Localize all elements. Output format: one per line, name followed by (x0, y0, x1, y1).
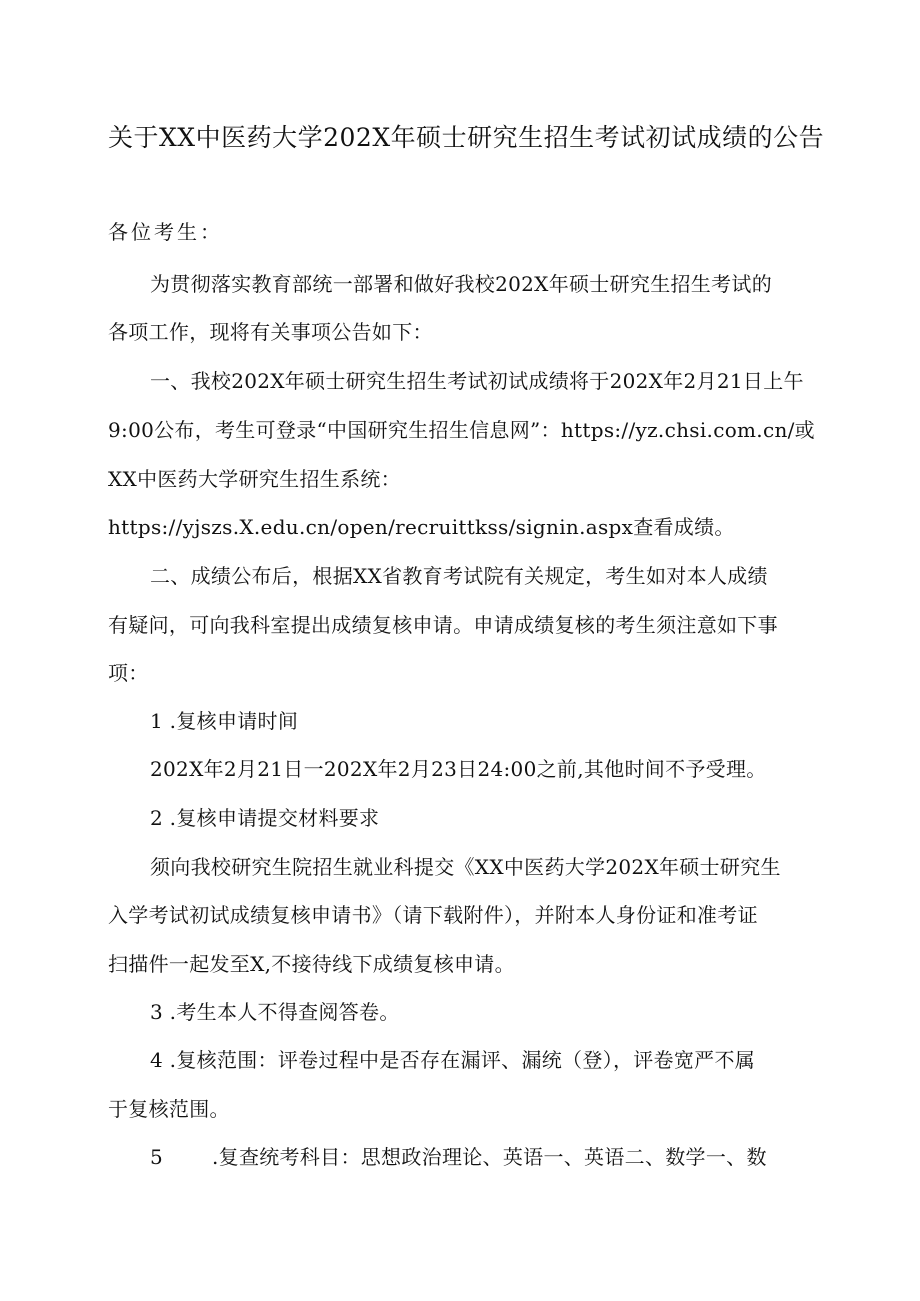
paragraph-line: 须向我校研究生院招生就业科提交《XX中医药大学202X年硕士研究生 (150, 855, 781, 879)
salutation: 各位考生： (108, 220, 223, 244)
paragraph-line: 为贯彻落实教育部统一部署和做好我校202X年硕士研究生招生考试的 (150, 272, 773, 296)
paragraph-line: 有疑问，可向我科室提出成绩复核申请。申请成绩复核的考生须注意如下事 (108, 613, 778, 637)
list-item-heading: .复查统考科目：思想政治理论、英语一、英语二、数学一、数 (212, 1145, 767, 1169)
paragraph-line: 202X年2月21日一202X年2月23日24:00之前,其他时间不予受理。 (150, 757, 767, 781)
list-item-heading: 2 .复核申请提交材料要求 (150, 806, 380, 830)
paragraph-line: https://yjszs.X.edu.cn/open/recruittkss/signin.aspx查看成绩。 (108, 515, 735, 539)
list-number: 5 (150, 1145, 164, 1169)
paragraph-line: 各项工作，现将有关事项公告如下： (108, 320, 433, 344)
paragraph-line: XX中医药大学研究生招生系统： (108, 467, 401, 491)
paragraph-line: 于复核范围。 (108, 1097, 230, 1121)
paragraph-line: 入学考试初试成绩复核申请书》（请下载附件），并附本人身份证和准考证 (108, 903, 758, 927)
paragraph-line: 9:00公布，考生可登录“中国研究生招生信息网”：https://yz.chsi.com.cn/或 (108, 418, 815, 442)
list-item-number (150, 1141, 767, 1170)
paragraph-line: 二、成绩公布后，根据XX省教育考试院有关规定，考生如对本人成绩 (150, 564, 768, 588)
paragraph-line: 扫描件一起发至X,不接待线下成绩复核申请。 (108, 952, 515, 976)
paragraph-line: 项： (108, 661, 149, 685)
paragraph-line: 一、我校202X年硕士研究生招生考试初试成绩将于202X年2月21日上午 (150, 369, 804, 393)
document-title: 关于XX中医药大学202X年硕士研究生招生考试初试成绩的公告 (108, 123, 825, 152)
list-item-heading: 1 .复核申请时间 (150, 709, 299, 733)
list-item-heading: 3 .考生本人不得查阅答卷。 (150, 1000, 400, 1024)
list-item-heading: 4 .复核范围：评卷过程中是否存在漏评、漏统（登），评卷宽严不属 (150, 1048, 756, 1072)
